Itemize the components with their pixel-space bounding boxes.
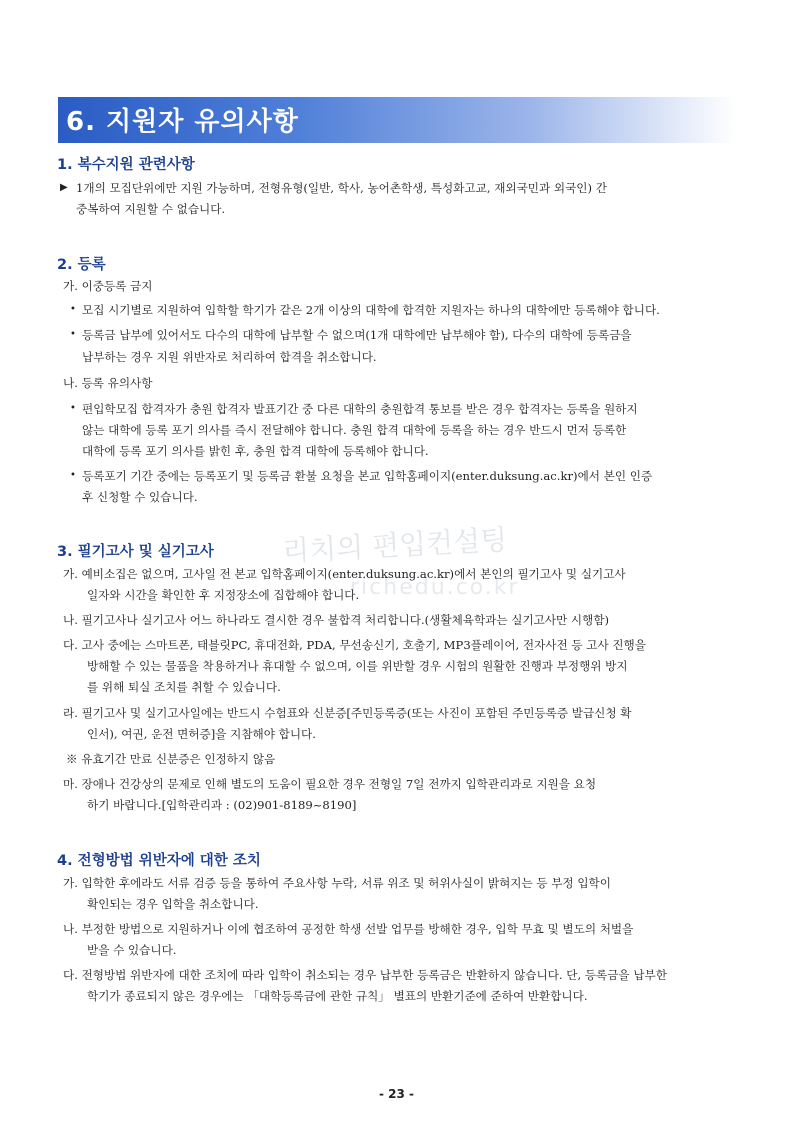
page-number: - 23 - bbox=[378, 1087, 414, 1101]
section3-line: 다. 고사 중에는 스마트폰, 태블릿PC, 휴대전화, PDA, 무선송신기, 호출기, MP3플레이어, 전자사전 등 고사 진행을 bbox=[63, 638, 646, 652]
section1-heading: 1. 복수지원 관련사항 bbox=[57, 157, 195, 173]
section4-line: 다. 전형방법 위반자에 대한 조치에 따라 입학이 취소되는 경우 납부한 등록금은 반환하지 않습니다. 단, 등록금을 납부한 bbox=[63, 968, 667, 982]
section3-note: ※ 유효기간 만료 신분증은 인정하지 않음 bbox=[66, 752, 276, 766]
section3-line: 일자와 시간을 확인한 후 지정장소에 집합해야 합니다. bbox=[87, 588, 360, 602]
section4-line: 받을 수 있습니다. bbox=[87, 943, 177, 957]
section2-sub-a: 가. 이중등록 금지 bbox=[63, 279, 153, 293]
bullet-icon: • bbox=[70, 329, 76, 340]
watermark-url: richedu.co.kr bbox=[350, 575, 520, 600]
section2-heading: 2. 등록 bbox=[57, 257, 106, 273]
section4-line: 가. 입학한 후에라도 서류 검증 등을 통하여 주요사항 누락, 서류 위조 및 허위사실이 밝혀지는 등 부정 입학이 bbox=[63, 876, 611, 890]
section3-line: 마. 장애나 건강상의 문제로 인해 별도의 도움이 필요한 경우 전형일 7일 전까지 입학관리과로 지원을 요청 bbox=[63, 777, 597, 791]
section3-line: 라. 필기고사 및 실기고사일에는 반드시 수험표와 신분증[주민등록증(또는 사진이 포함된 주민등록증 발급신청 확 bbox=[63, 706, 632, 720]
section2-b-line: 등록포기 기간 중에는 등록포기 및 등록금 환불 요청을 본교 입학홈페이지(enter.duksung.ac.kr)에서 본인 인증 bbox=[82, 469, 653, 483]
section3-line: 하기 바랍니다.[입학관리과 : (02)901-8189~8190] bbox=[87, 798, 357, 812]
section2-b-line: 않는 대학에 등록 포기 의사를 즉시 전달해야 합니다. 충원 합격 대학에 등록을 하는 경우 반드시 먼저 등록한 bbox=[82, 423, 627, 437]
section1-line: 중복하여 지원할 수 없습니다. bbox=[76, 202, 226, 216]
bullet-icon: • bbox=[70, 304, 76, 315]
section2-b-line: 대학에 등록 포기 의사를 밝힌 후, 충원 합격 대학에 등록해야 합니다. bbox=[82, 444, 429, 458]
section2-a-line: 모집 시기별로 지원하여 입학할 학기가 같은 2개 이상의 대학에 합격한 지원자는 하나의 대학에만 등록해야 합니다. bbox=[82, 303, 660, 317]
section2-a-line: 등록금 납부에 있어서도 다수의 대학에 납부할 수 없으며(1개 대학에만 납부해야 함), 다수의 대학에 등록금을 bbox=[82, 328, 632, 342]
section3-line: 방해할 수 있는 물품을 착용하거나 휴대할 수 없으며, 이를 위반할 경우 시험의 원활한 진행과 부정행위 방지 bbox=[87, 659, 628, 673]
section4-line: 나. 부정한 방법으로 지원하거나 이에 협조하여 공정한 학생 선발 업무를 방해한 경우, 입학 무효 및 별도의 처벌을 bbox=[63, 922, 634, 936]
section3-heading: 3. 필기고사 및 실기고사 bbox=[57, 544, 214, 560]
section4-line: 확인되는 경우 입학을 취소합니다. bbox=[87, 897, 259, 911]
bullet-icon: • bbox=[70, 470, 76, 481]
section3-line: 인서), 여권, 운전 면허증]을 지참해야 합니다. bbox=[87, 727, 316, 741]
triangle-bullet-icon: ▶ bbox=[60, 182, 68, 193]
section2-a-line: 납부하는 경우 지원 위반자로 처리하여 합격을 취소합니다. bbox=[82, 350, 377, 364]
section2-b-line: 편입학모집 합격자가 충원 합격자 발표기간 중 다른 대학의 충원합격 통보를 받은 경우 합격자는 등록을 원하지 bbox=[82, 402, 638, 416]
section3-line: 나. 필기고사나 실기고사 어느 하나라도 결시한 경우 불합격 처리합니다.(생활체육학과는 실기고사만 시행함) bbox=[63, 613, 610, 627]
section4-line: 학기가 종료되지 않은 경우에는 「대학등록금에 관한 규칙」 별표의 반환기준에 준하여 반환합니다. bbox=[87, 989, 588, 1003]
bullet-icon: • bbox=[70, 403, 76, 414]
section1-line: 1개의 모집단위에만 지원 가능하며, 전형유형(일반, 학사, 농어촌학생, 특성화고교, 재외국민과 외국인) 간 bbox=[76, 181, 607, 195]
section4-heading: 4. 전형방법 위반자에 대한 조치 bbox=[57, 853, 261, 869]
section2-sub-b: 나. 등록 유의사항 bbox=[63, 376, 153, 390]
section2-b-line: 후 신청할 수 있습니다. bbox=[82, 490, 198, 504]
section3-line: 를 위해 퇴실 조치를 취할 수 있습니다. bbox=[87, 680, 281, 694]
page-title: 6. 지원자 유의사항 bbox=[66, 107, 299, 137]
watermark-text: 리치의 편입컨설팅 bbox=[281, 523, 509, 568]
section3-line: 가. 예비소집은 없으며, 고사일 전 본교 입학홈페이지(enter.duksung.ac.kr)에서 본인의 필기고사 및 실기고사 bbox=[63, 567, 626, 581]
section-banner bbox=[58, 97, 736, 143]
